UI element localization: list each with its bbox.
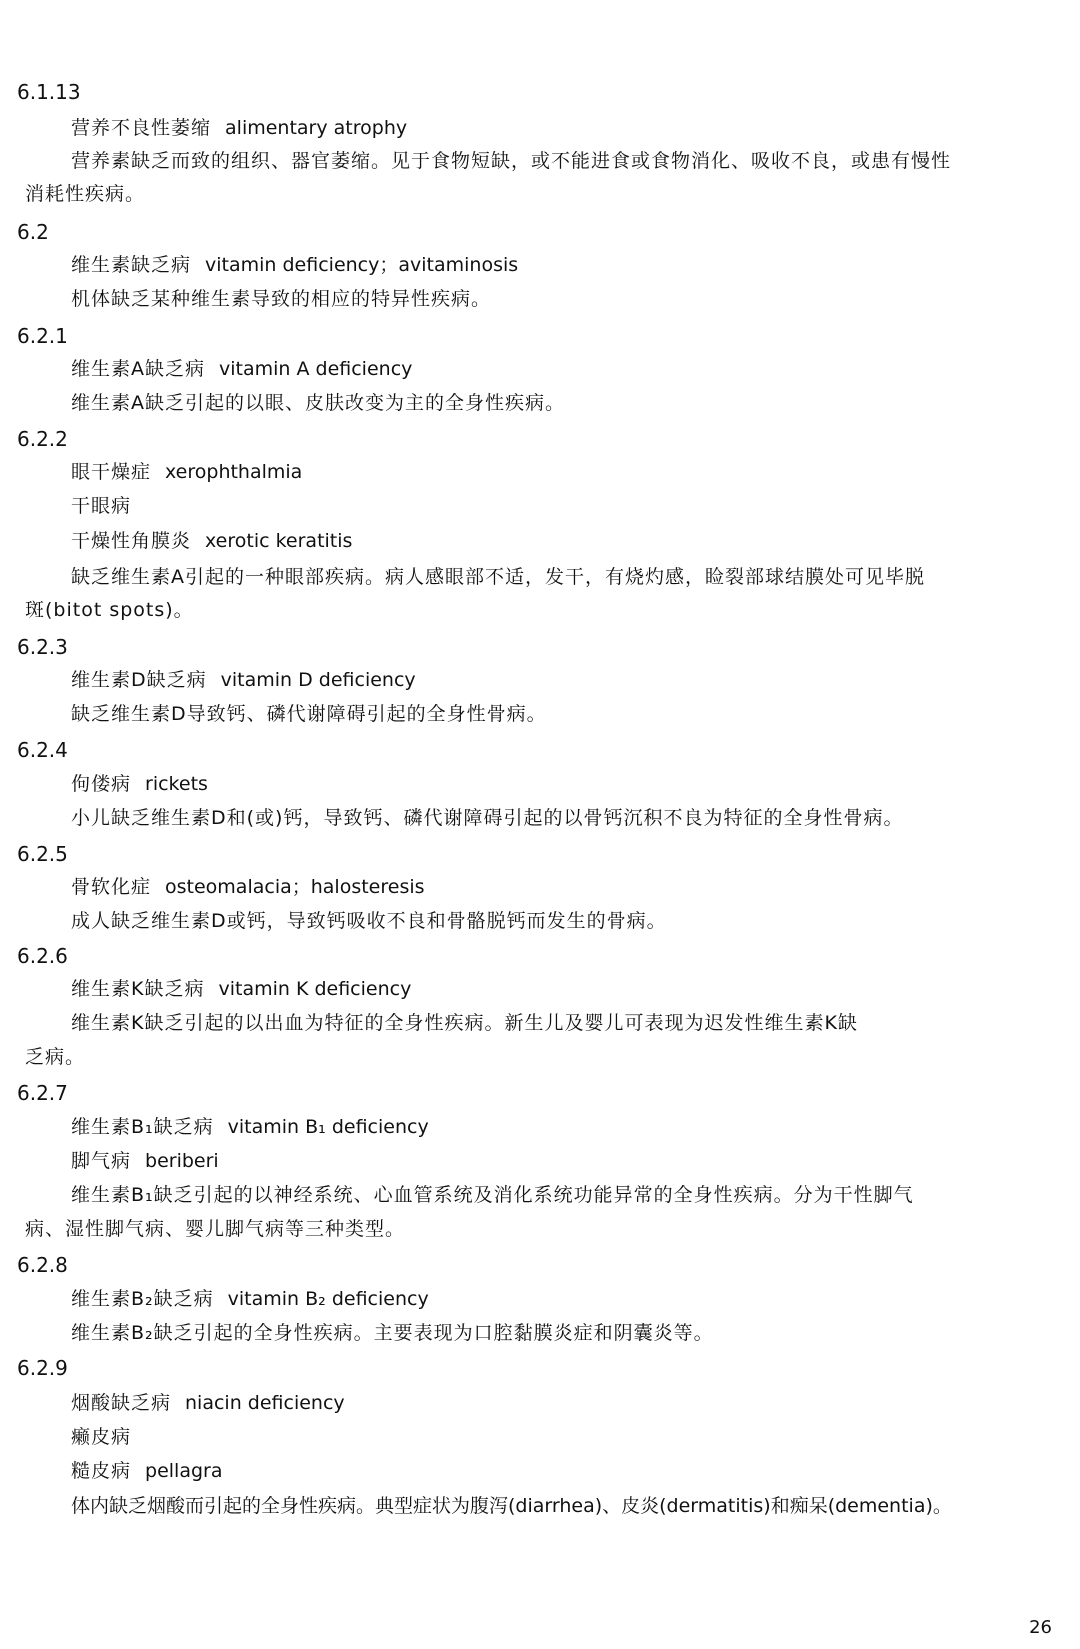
definition: 体内缺乏烟酸而引起的全身性疾病。典型症状为腹泻(diarrhea)、皮炎(dermatitis)和痴呆(dementia)。 <box>71 1495 952 1517</box>
definition-continued: 病、湿性脚气病、婴儿脚气病等三种类型。 <box>25 1218 406 1240</box>
term-en: niacin deficiency <box>185 1392 345 1414</box>
definition: 小儿缺乏维生素D和(或)钙，导致钙、磷代谢障碍引起的以骨钙沉积不良为特征的全身性骨病。 <box>71 807 904 829</box>
definition: 维生素K缺乏引起的以出血为特征的全身性疾病。新生儿及婴儿可表现为迟发性维生素K缺 <box>71 1012 858 1034</box>
term-en: vitamin B₁ deficiency <box>227 1116 429 1138</box>
definition: 维生素B₁缺乏引起的以神经系统、心血管系统及消化系统功能异常的全身性疾病。分为干性脚气 <box>71 1184 914 1206</box>
definition: 缺乏维生素D导致钙、磷代谢障碍引起的全身性骨病。 <box>71 703 547 725</box>
section-number: 6.2.5 <box>17 842 68 866</box>
term-en: osteomalacia；halosteresis <box>165 876 425 898</box>
term-line <box>71 1425 131 1449</box>
term-line <box>71 1115 429 1139</box>
term-zh: 糙皮病 <box>71 1460 132 1482</box>
term-zh: 维生素A缺乏病 <box>71 358 205 380</box>
section-number: 6.2.9 <box>17 1356 68 1380</box>
section-number: 6.2.7 <box>17 1081 68 1105</box>
term-zh: 维生素K缺乏病 <box>71 978 205 1000</box>
term-en: alimentary atrophy <box>225 117 408 139</box>
term-line <box>71 668 416 692</box>
section-number: 6.2.8 <box>17 1253 68 1277</box>
term-en: pellagra <box>145 1460 223 1482</box>
term-en: rickets <box>145 773 208 795</box>
term-zh: 烟酸缺乏病 <box>71 1392 172 1414</box>
term-line <box>71 1391 345 1415</box>
term-zh: 骨软化症 <box>71 876 152 898</box>
definition-continued: 斑(bitot spots)。 <box>25 599 194 621</box>
section-number: 6.1.13 <box>17 80 81 104</box>
term-line <box>71 253 518 277</box>
section-number: 6.2.4 <box>17 738 68 762</box>
term-line <box>71 1287 429 1311</box>
section-number: 6.2.1 <box>17 324 68 348</box>
term-zh: 癞皮病 <box>71 1426 132 1448</box>
definition: 缺乏维生素A引起的一种眼部疾病。病人感眼部不适，发干，有烧灼感，睑裂部球结膜处可见毕脱 <box>71 566 926 588</box>
term-line <box>71 460 302 484</box>
term-line <box>71 772 208 796</box>
definition-continued: 乏病。 <box>25 1046 86 1068</box>
term-line <box>71 1459 222 1483</box>
term-en: vitamin B₂ deficiency <box>227 1288 429 1310</box>
term-en: vitamin K deficiency <box>218 978 412 1000</box>
term-zh: 维生素B₂缺乏病 <box>71 1288 214 1310</box>
term-line <box>71 1149 219 1173</box>
term-zh: 干眼病 <box>71 495 132 517</box>
term-zh: 干燥性角膜炎 <box>71 530 192 552</box>
definition: 成人缺乏维生素D或钙，导致钙吸收不良和骨骼脱钙而发生的骨病。 <box>71 910 667 932</box>
term-line <box>71 875 425 899</box>
definition: 维生素A缺乏引起的以眼、皮肤改变为主的全身性疾病。 <box>71 392 565 414</box>
term-line <box>71 494 131 518</box>
term-zh: 维生素B₁缺乏病 <box>71 1116 214 1138</box>
page-number: 26 <box>1029 1617 1052 1638</box>
definition: 营养素缺乏而致的组织、器官萎缩。见于食物短缺，或不能进食或食物消化、吸收不良，或患有慢性 <box>71 150 952 172</box>
term-en: beriberi <box>145 1150 219 1172</box>
term-line <box>71 357 412 381</box>
term-en: vitamin D deficiency <box>220 669 416 691</box>
term-en: xerotic keratitis <box>205 530 353 552</box>
section-number: 6.2 <box>17 220 49 244</box>
definition-continued: 消耗性疾病。 <box>25 183 146 205</box>
term-line <box>71 977 411 1001</box>
section-number: 6.2.3 <box>17 635 68 659</box>
definition: 维生素B₂缺乏引起的全身性疾病。主要表现为口腔黏膜炎症和阴囊炎等。 <box>71 1322 714 1344</box>
term-en: vitamin A deficiency <box>219 358 413 380</box>
section-number: 6.2.2 <box>17 427 68 451</box>
term-line <box>71 529 352 553</box>
term-zh: 营养不良性萎缩 <box>71 117 212 139</box>
term-zh: 维生素缺乏病 <box>71 254 192 276</box>
term-zh: 眼干燥症 <box>71 461 152 483</box>
section-number: 6.2.6 <box>17 944 68 968</box>
term-zh: 维生素D缺乏病 <box>71 669 207 691</box>
term-en: vitamin deficiency；avitaminosis <box>205 254 519 276</box>
definition: 机体缺乏某种维生素导致的相应的特异性疾病。 <box>71 288 492 310</box>
term-zh: 佝偻病 <box>71 773 132 795</box>
term-line <box>71 116 407 140</box>
term-zh: 脚气病 <box>71 1150 132 1172</box>
term-en: xerophthalmia <box>165 461 303 483</box>
